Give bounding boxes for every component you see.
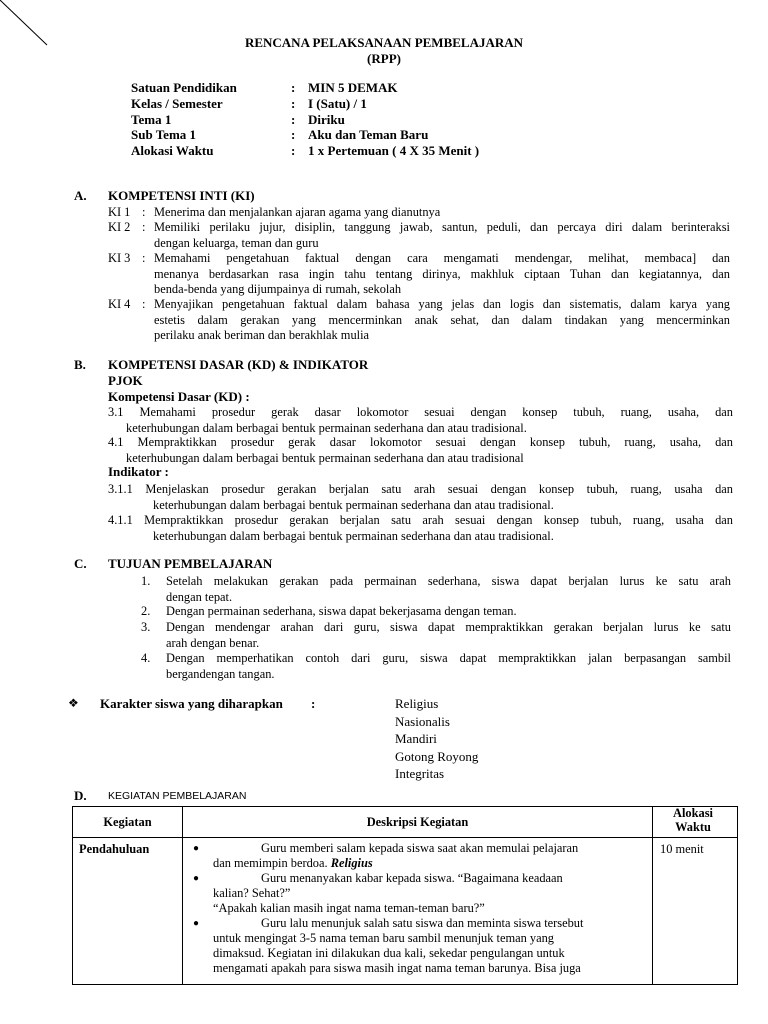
kegiatan-table <box>72 806 738 985</box>
text-line: keterhubungan dalam berbagai bentuk permainan sederhana dan atau tradisional <box>126 450 524 465</box>
text-line: 3.1 Memahami prosedur gerak dasar lokomotor sesuai dengan konsep tubuh, ruang, usaha, dan <box>108 405 733 419</box>
bullet-line <box>213 961 652 976</box>
identity-value: I (Satu) / 1 <box>308 95 367 111</box>
section-a-letter: A. <box>74 188 87 203</box>
karakter-colon: : <box>311 696 316 711</box>
text-line: estetis dalam gerakan yang mencerminkan anak sehat, dan dalam tindakan yang mencerminkan <box>154 312 730 327</box>
karakter-value: Integritas <box>395 766 445 781</box>
identity-value: Aku dan Teman Baru <box>308 127 429 143</box>
text-line: dengan tepat. <box>166 589 233 604</box>
table-row <box>73 838 738 985</box>
section-d-title: KEGIATAN PEMBELAJARAN <box>108 790 247 802</box>
kd-heading: Kompetensi Dasar (KD) : <box>108 389 250 404</box>
cell-kegiatan: Pendahuluan <box>73 838 183 985</box>
list-item <box>183 871 652 916</box>
identity-colon: : <box>291 95 296 111</box>
identity-value: 1 x Pertemuan ( 4 X 35 Menit ) <box>308 143 480 159</box>
text-line: keterhubungan dalam berbagai bentuk permainan sederhana dan atau tradisional. <box>126 420 527 435</box>
section-b-title: KOMPETENSI DASAR (KD) & INDIKATOR <box>108 357 369 372</box>
header-alokasi <box>653 807 738 838</box>
text-line: menanya berdasarkan rasa ingin tahu tentang dirinya, makhluk ciptaan Tuhan dan kegiatannya, dan <box>154 266 730 281</box>
text-line: bergandengan tangan. <box>166 666 275 681</box>
text-line: Memahami pengetahuan faktual dengan cara mengamati mendengar, melihat, membaca] dan <box>154 251 730 265</box>
identity-value: MIN 5 DEMAK <box>308 80 398 95</box>
identity-block <box>131 80 631 159</box>
indicator-heading: Indikator : <box>108 464 169 479</box>
text-line: Dengan permainan sederhana, siswa dapat bekerjasama dengan teman. <box>166 604 517 618</box>
karakter-value: Religius <box>395 696 439 711</box>
bullet-text: kalian? Sehat?” <box>213 886 291 900</box>
bullet-line <box>213 856 652 871</box>
bullet-dot-icon: ● <box>193 918 200 929</box>
ki-label: KI 1 <box>108 205 131 219</box>
bullet-line <box>213 916 652 931</box>
doc-subtitle: (RPP) <box>367 51 401 66</box>
text-line: Memiliki perilaku jujur, disiplin, tanggung jawab, santun, peduli, dan percaya diri dalam berinteraksi <box>154 220 730 234</box>
bullet-text: “Apakah kalian masih ingat nama teman-teman baru?” <box>213 901 485 915</box>
ki-colon: : <box>142 205 146 219</box>
bullet-text: mengamati apakah para siswa masih ingat nama teman barunya. Bisa juga <box>213 961 581 975</box>
section-b-letter: B. <box>74 357 86 372</box>
doc-title: RENCANA PELAKSANAAN PEMBELAJARAN <box>244 35 524 50</box>
header-kegiatan: Kegiatan <box>73 807 183 838</box>
cell-deskripsi <box>183 838 653 985</box>
karakter-bullet-icon: ❖ <box>68 696 79 710</box>
text-line: Setelah melakukan gerakan pada permainan sederhana, siswa dapat berjalan lurus ke satu arah <box>166 574 731 588</box>
section-a-title: KOMPETENSI INTI (KI) <box>108 188 255 203</box>
section-c-title: TUJUAN PEMBELAJARAN <box>108 556 273 571</box>
text-line: benda-benda yang dijumpainya di rumah, sekolah <box>154 282 402 296</box>
karakter-label: Karakter siswa yang diharapkan <box>100 696 283 711</box>
header-alokasi-1: Alokasi <box>673 806 713 820</box>
bullet-text: Guru lalu menunjuk salah satu siswa dan meminta siswa tersebut <box>261 916 584 930</box>
goal-number: 1. <box>141 574 151 588</box>
goal-number: 3. <box>141 620 151 634</box>
text-line: Menyajikan pengetahuan faktual dalam bahasa yang jelas dan logis dan sistematis, dalam karya yang <box>154 297 730 311</box>
identity-key: Kelas / Semester <box>131 95 223 111</box>
bullet-line <box>213 931 652 946</box>
bullet-line <box>213 901 652 916</box>
bullet-text: Guru memberi salam kepada siswa saat akan memulai pelajaran <box>261 841 579 855</box>
karakter-value: Mandiri <box>395 731 437 746</box>
header-deskripsi: Deskripsi Kegiatan <box>183 807 653 838</box>
identity-row <box>131 96 631 112</box>
bullet-dot-icon: ● <box>193 843 200 854</box>
section-c-letter: C. <box>74 556 87 571</box>
identity-colon: : <box>291 111 296 127</box>
identity-key: Sub Tema 1 <box>131 127 197 143</box>
text-line: keterhubungan dalam berbagai bentuk permainan sederhana dan atau tradisional. <box>153 497 554 512</box>
character-tag: Religius <box>330 856 373 870</box>
text-line: keterhubungan dalam berbagai bentuk permainan sederhana dan atau tradisional. <box>153 528 554 543</box>
bullet-text: untuk mengingat 3-5 nama teman baru sambil menunjuk teman yang <box>213 931 555 945</box>
text-line: 4.1 Mempraktikkan prosedur gerak dasar lokomotor sesuai dengan konsep tubuh, ruang, usaha, dan <box>108 435 733 449</box>
ki-colon: : <box>142 220 146 234</box>
header-alokasi-2: Waktu <box>675 820 711 834</box>
karakter-value: Gotong Royong <box>395 748 479 764</box>
identity-value: Diriku <box>308 111 345 127</box>
bullet-line <box>213 871 652 886</box>
text-line: arah dengan benar. <box>166 635 260 650</box>
section-d-letter: D. <box>74 788 87 803</box>
bullet-line <box>213 841 652 856</box>
bullet-text: Guru menanyakan kabar kepada siswa. “Bagaimana keadaan <box>261 871 563 885</box>
bullet-text: dimaksud. Kegiatan ini dilakukan dua kali, sekedar pengulangan untuk <box>213 946 565 960</box>
text-line: perilaku anak beriman dan berakhlak mulia <box>154 328 370 342</box>
identity-colon: : <box>291 143 296 159</box>
cell-alokasi: 10 menit <box>653 838 738 985</box>
bullet-line <box>213 946 652 961</box>
list-item <box>183 916 652 976</box>
text-line: Dengan memperhatikan contoh dari guru, siswa dapat mempraktikkan jalan berpasangan sambil <box>166 651 731 665</box>
identity-row <box>131 143 631 159</box>
goal-number: 2. <box>141 604 151 618</box>
text-line: Dengan mendengar arahan dari guru, siswa dapat mempraktikkan gerakan berjalan lurus ke satu <box>166 620 731 634</box>
bullet-text: dan memimpin berdoa. <box>213 856 328 870</box>
karakter-value: Nasionalis <box>395 713 450 729</box>
identity-row <box>131 112 631 128</box>
bullet-line <box>213 886 652 901</box>
identity-row <box>131 80 631 96</box>
identity-key: Alokasi Waktu <box>131 143 214 159</box>
identity-row <box>131 127 631 143</box>
identity-key: Satuan Pendidikan <box>131 80 237 95</box>
ki-label: KI 3 <box>108 251 131 265</box>
text-line: 3.1.1 Menjelaskan prosedur gerakan berjalan satu arah sesuai dengan konsep tubuh, ruang, usaha dan <box>108 482 733 496</box>
ki-label: KI 4 <box>108 297 131 311</box>
list-item <box>183 841 652 871</box>
goal-number: 4. <box>141 651 151 665</box>
text-line: Menerima dan menjalankan ajaran agama yang dianutnya <box>154 205 441 219</box>
ki-colon: : <box>142 297 146 311</box>
identity-colon: : <box>291 127 296 143</box>
identity-key: Tema 1 <box>131 111 172 127</box>
text-line: 4.1.1 Mempraktikkan prosedur gerakan berjalan satu arah sesuai dengan konsep tubuh, ruang, usaha dan <box>108 513 733 527</box>
table-header-row <box>73 807 738 838</box>
text-line: dengan keluarga, teman dan guru <box>154 235 319 250</box>
bullet-dot-icon: ● <box>193 873 200 884</box>
subject-label: PJOK <box>108 373 143 388</box>
ki-label: KI 2 <box>108 220 131 234</box>
identity-colon: : <box>291 80 296 95</box>
ki-colon: : <box>142 251 146 265</box>
